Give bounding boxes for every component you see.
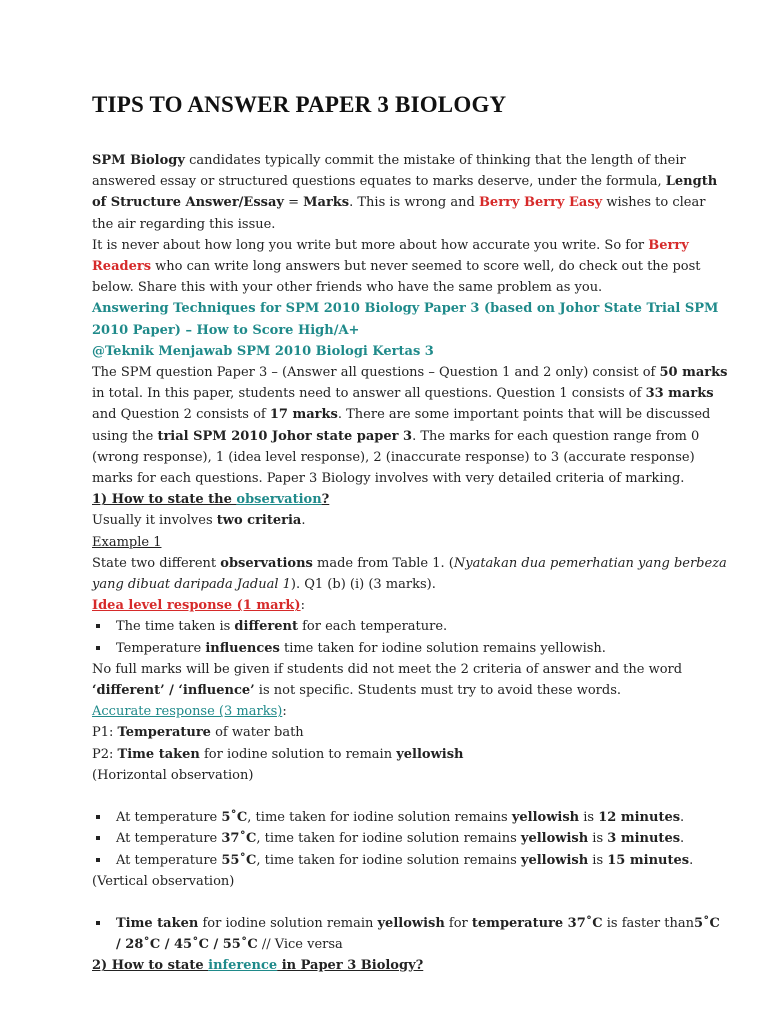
para-text: in total. In this paper, students need to answer all questions. Question 1 consists of [92,386,646,402]
idea-level-list [92,616,728,658]
para-text: . The marks for each question range from 0 (wrong response), 1 (idea level response), 2 (inaccurate response) to 3 (accurate response) marks for each questions. Paper 3 Biology involves with very detailed criteria of marking. [92,428,700,487]
intro-bold: Marks [303,195,350,211]
para-bold: 17 marks [269,407,338,423]
idea-level-label: Idea level response (1 mark) [92,598,301,614]
intro-text: wishes to clear the air regarding this issue. [92,195,706,232]
brand-link[interactable]: Berry Berry Easy [478,195,603,211]
intro-text: = [283,195,304,211]
intro-bold: SPM Biology [92,153,185,168]
inference-link[interactable]: inference [208,958,278,974]
list-item: At temperature 5˚C, time taken for iodine solution remains yellowish is 12 minutes. [92,807,728,828]
para-bold: 50 marks [659,365,728,381]
para-text: It is never about how long you write but more about how accurate you write. So for [92,237,649,253]
intro-bold: Length of Structure Answer/Essay [92,174,718,211]
paragraph-3 [92,362,728,489]
page-title: TIPS TO ANSWER PAPER 3 BIOLOGY [92,92,507,117]
temperature-list [92,807,728,871]
paragraph-2 [92,235,728,299]
section-heading-inference: 2) How to state inference in Paper 3 Biology? [92,958,424,974]
point-p2: P2: Time taken for iodine solution to remain yellowish [92,746,464,762]
vertical-observation-label: (Vertical observation) [92,873,235,889]
intro-paragraph [92,150,728,235]
readers-link[interactable]: Berry Readers [92,237,689,275]
article-headline-link[interactable]: Answering Techniques for SPM 2010 Biology Paper 3 (based on Johor State Trial SPM 2010 Paper) – How to Score High/A+ [92,301,719,338]
para-bold: 33 marks [645,386,714,402]
intro-text: candidates typically commit the mistake of thinking that the length of their answered essay or structured questions equates to marks deserve, under the formula, [92,153,686,190]
section-heading-observation: 1) How to state the observation? [92,492,330,508]
no-full-marks-note: No full marks will be given if students did not meet the 2 criteria of answer and the word ‘different’ / ‘influence’ is not specific. Students must try to avoid these words. [92,661,683,699]
para-text: and Question 2 consists of [92,407,270,423]
list-item: The time taken is different for each temperature. [92,616,728,637]
idea-level-heading: Idea level response (1 mark): [92,598,305,614]
intro-text: . This is wrong and [349,195,479,211]
criteria-line: Usually it involves two criteria. [92,513,306,529]
point-p1: P1: Temperature of water bath [92,725,304,741]
list-item: At temperature 55˚C, time taken for iodine solution remains yellowish is 15 minutes. [92,850,728,871]
horizontal-observation-label: (Horizontal observation) [92,767,254,783]
accurate-response-heading: Accurate response (3 marks): [92,704,287,720]
example-question: State two different observations made from Table 1. (Nyatakan dua pemerhatian yang berbeza yang dibuat daripada Jadual 1). Q1 (b) (i) (3 marks). [92,555,727,593]
list-item: Temperature influences time taken for iodine solution remains yellowish. [92,638,728,659]
example-label: Example 1 [92,534,162,550]
comparison-list [92,913,728,955]
observation-link[interactable]: observation [236,492,322,508]
para-text: The SPM question Paper 3 – (Answer all questions – Question 1 and 2 only) consist of [92,365,660,381]
article-subheadline-link[interactable]: @Teknik Menjawab SPM 2010 Biologi Kertas 3 [92,343,434,359]
list-item: Time taken for iodine solution remain yellowish for temperature 37˚C is faster than5˚C / 28˚C / 45˚C / 55˚C // Vice versa [92,913,728,955]
list-item: At temperature 37˚C, time taken for iodine solution remains yellowish is 3 minutes. [92,828,728,849]
accurate-response-link[interactable]: Accurate response (3 marks) [92,704,283,720]
para-bold: trial SPM 2010 Johor state paper 3 [157,428,413,444]
para-text: who can write long answers but never seemed to score well, do check out the post below. Share this with your other friends who have the same problem as you. [92,259,701,296]
para-text: . There are some important points that will be discussed using the [92,407,711,444]
